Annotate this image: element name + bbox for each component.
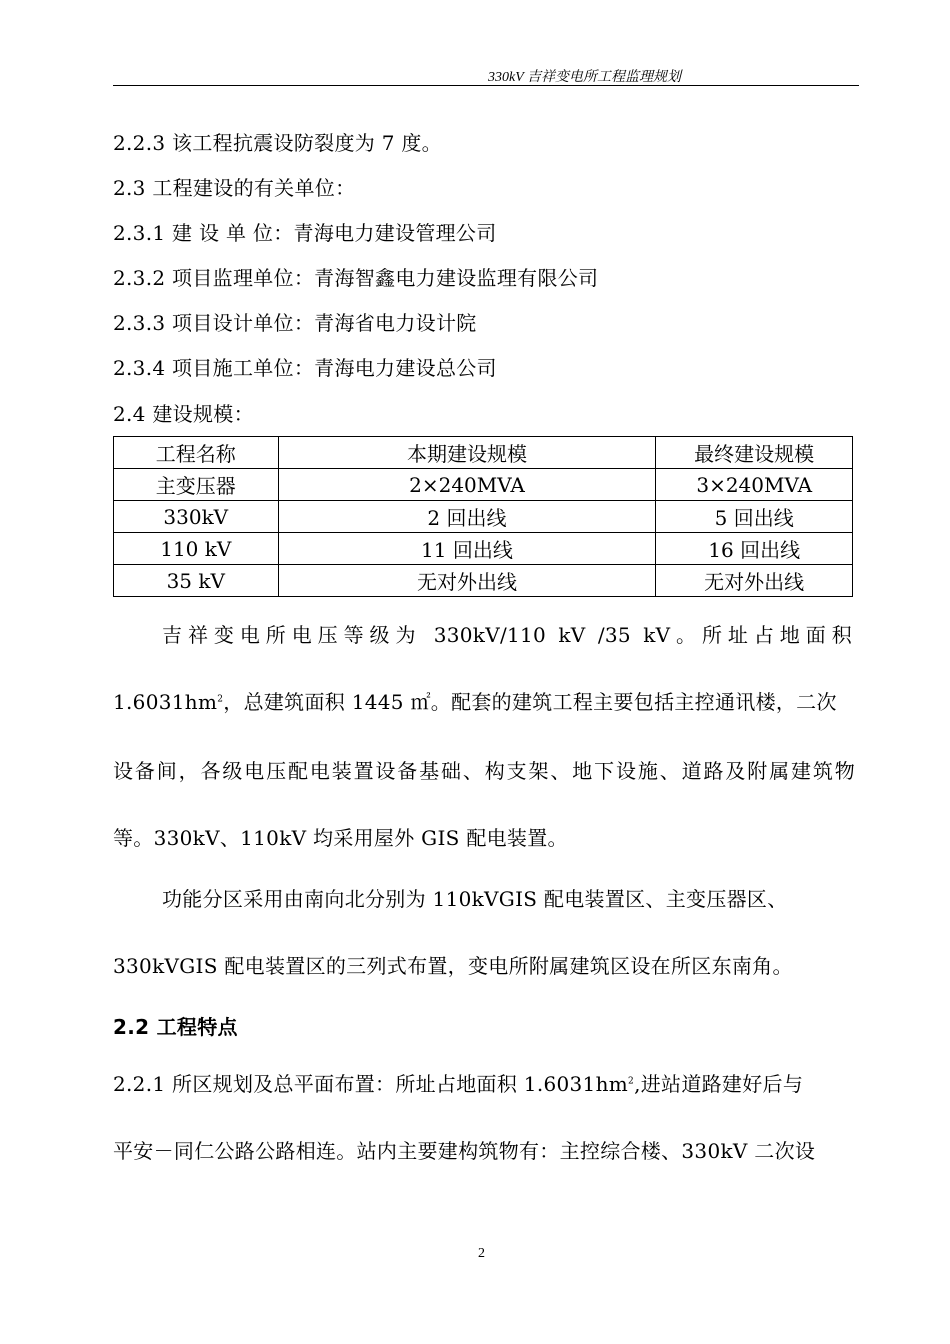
table-header-cell: 最终建设规模 [656,437,853,469]
clause-2-2-3: 2.2.3 该工程抗震设防裂度为 7 度。 [113,131,442,155]
page-number: 2 [478,1246,485,1261]
para1-line3 [113,755,855,784]
table-header-cell: 工程名称 [114,437,279,469]
table-cell: 无对外出线 [656,565,853,597]
table-cell: 3×240MVA [656,469,853,501]
clause-2-3-1: 2.3.1 建 设 单 位：青海电力建设管理公司 [113,221,497,245]
para3-line1 [113,1068,803,1097]
table-header-row [114,437,853,469]
para3-line1-text-b: ,进站道路建好后与 [634,1072,804,1096]
clause-2-3: 2.3 工程建设的有关单位： [113,176,356,200]
table-row [114,501,853,533]
clause-2-3-3: 2.3.3 项目设计单位：青海省电力设计院 [113,311,477,335]
table-cell: 主变压器 [114,469,279,501]
table-cell: 11 回出线 [278,533,656,565]
header-rule [113,85,859,86]
para3-line2: 平安－同仁公路公路相连。站内主要建构筑物有：主控综合楼、330kV 二次设 [113,1139,816,1163]
table-cell: 330kV [114,501,279,533]
table-header-cell: 本期建设规模 [278,437,656,469]
para1-line3-text: 设备间，各级电压配电装置设备基础、构支架、地下设施、道路及附属建筑物 [113,759,855,783]
table-row [114,533,853,565]
table-cell: 2×240MVA [278,469,656,501]
table-cell: 35 kV [114,565,279,597]
clause-2-3-2: 2.3.2 项目监理单位：青海智鑫电力建设监理有限公司 [113,266,599,290]
para1-line1 [162,619,852,648]
para3-line1-text-a: 2.2.1 所区规划及总平面布置：所址占地面积 1.6031hm [113,1072,629,1096]
clause-2-3-4: 2.3.4 项目施工单位：青海电力建设总公司 [113,356,497,380]
table-cell: 2 回出线 [278,501,656,533]
clause-2-4: 2.4 建设规模： [113,402,254,426]
superscript: 2 [217,694,224,705]
table-cell: 5 回出线 [656,501,853,533]
para1-line4: 等。330kV、110kV 均采用屋外 GIS 配电装置。 [113,826,568,850]
running-header: 330kV 吉祥变电所工程监理规划 [488,70,682,85]
para1-line2-text-a: 1.6031hm [113,690,218,714]
table-cell: 110 kV [114,533,279,565]
para2-line1: 功能分区采用由南向北分别为 110kVGIS 配电装置区、主变压器区、 [162,887,788,911]
construction-scale-table [113,436,853,597]
superscript: 2 [628,1076,635,1087]
para1-line1-text: 吉祥变电所电压等级为 330kV/110 kV /35 kV。所址占地面积 [162,623,852,647]
table-row [114,469,853,501]
para1-line2-text-b: ，总建筑面积 1445 ㎡。配套的建筑工程主要包括主控通讯楼，二次 [223,690,837,714]
table-row [114,565,853,597]
table-cell: 无对外出线 [278,565,656,597]
para2-line2: 330kVGIS 配电装置区的三列式布置，变电所附属建筑区设在所区东南角。 [113,954,793,978]
section-heading: 2.2 工程特点 [113,1015,238,1039]
table-cell: 16 回出线 [656,533,853,565]
para1-line2 [113,686,837,715]
